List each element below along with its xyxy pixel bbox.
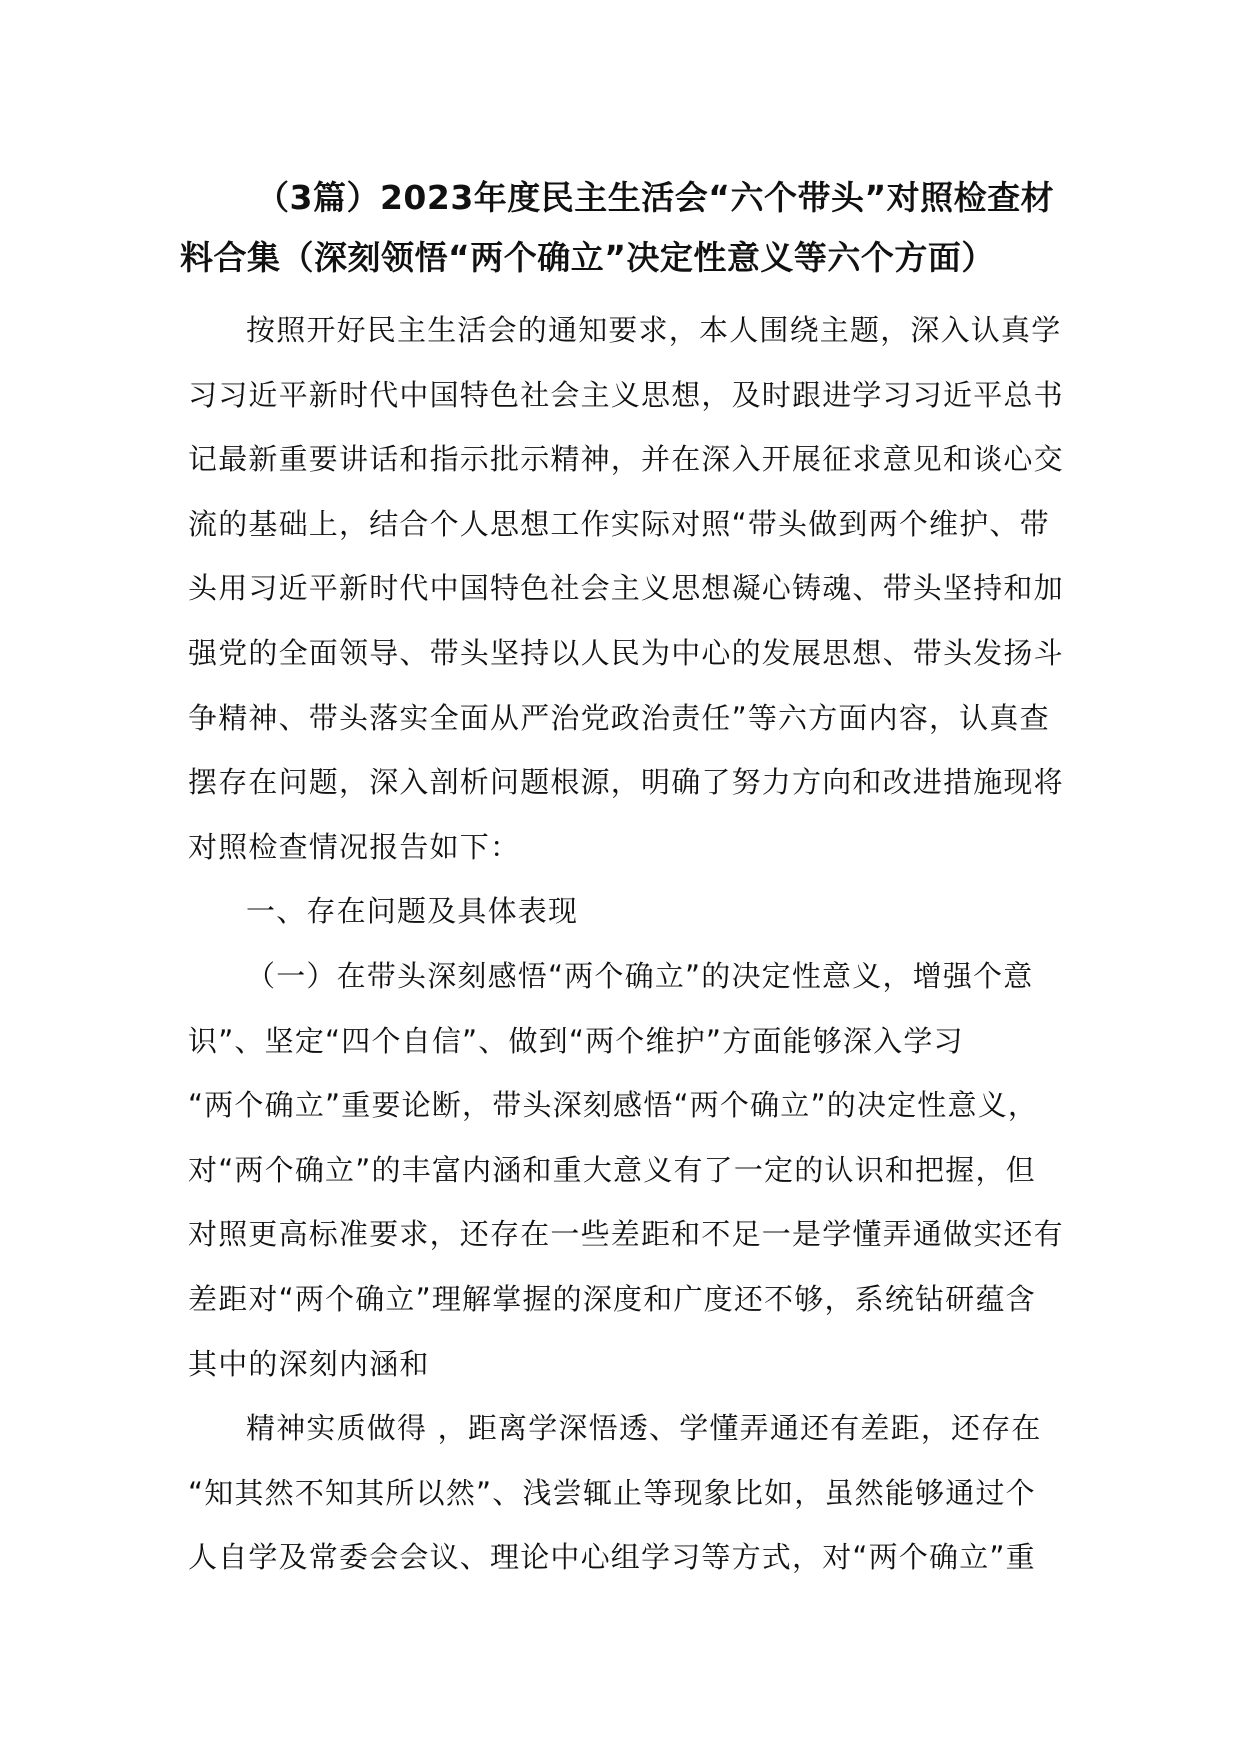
paragraph-line: 识”、坚定“四个自信”、做到“两个维护”方面能够深入学习 — [188, 1023, 964, 1058]
paragraph-line: 精神实质做得 ，距离学深悟透、学懂弄通还有差距，还存在 — [246, 1411, 1042, 1446]
paragraph-line: （一）在带头深刻感悟“两个确立”的决定性意义，增强个意 — [246, 958, 1034, 993]
paragraph-line: 争精神、带头落实全面从严治党政治责任”等六方面内容，认真查 — [188, 700, 1050, 735]
document-title — [180, 168, 1060, 288]
paragraph-line: 按照开好民主生活会的通知要求，本人围绕主题，深入认真学 — [246, 313, 1062, 347]
paragraph-line: 对“两个确立”的丰富内涵和重大意义有了一定的认识和把握，但 — [188, 1152, 1036, 1187]
paragraph-line: 对照更高标准要求，还存在一些差距和不足一是学懂弄通做实还有 — [188, 1217, 1064, 1252]
paragraph-line: 摆存在问题，深入剖析问题根源，明确了努力方向和改进措施现将 — [188, 765, 1064, 800]
title-line: （3篇）2023年度民主生活会“六个带头”对照检查材 — [256, 178, 1055, 217]
paragraph-line: 差距对“两个确立”理解掌握的深度和广度还不够，系统钻研蕴含 — [188, 1281, 1036, 1316]
paragraph-line: 强党的全面领导、带头坚持以人民为中心的发展思想、带头发扬斗 — [188, 635, 1064, 670]
paragraph-line: 人自学及常委会会议、理论中心组学习等方式，对“两个确立”重 — [188, 1540, 1036, 1575]
paragraph-line: “知其然不知其所以然”、浅尝辄止等现象比如，虽然能够通过个 — [188, 1475, 1036, 1510]
paragraph-line: 对照检查情况报告如下： — [188, 829, 521, 864]
paragraph-line: 其中的深刻内涵和 — [188, 1346, 430, 1381]
paragraph-line: 流的基础上，结合个人思想工作实际对照“带头做到两个维护、带 — [188, 506, 1050, 541]
document-body — [188, 298, 1064, 1590]
paragraph-line: 头用习近平新时代中国特色社会主义思想凝心铸魂、带头坚持和加 — [188, 571, 1064, 606]
paragraph-line: “两个确立”重要论断，带头深刻感悟“两个确立”的决定性意义， — [188, 1088, 1039, 1123]
section-heading: 一、存在问题及具体表现 — [246, 894, 579, 929]
title-line: 料合集（深刻领悟“两个确立”决定性意义等六个方面） — [180, 238, 995, 277]
paragraph-line: 记最新重要讲话和指示批示精神，并在深入开展征求意见和谈心交 — [188, 442, 1064, 477]
paragraph-line: 习习近平新时代中国特色社会主义思想，及时跟进学习习近平总书 — [188, 377, 1064, 412]
